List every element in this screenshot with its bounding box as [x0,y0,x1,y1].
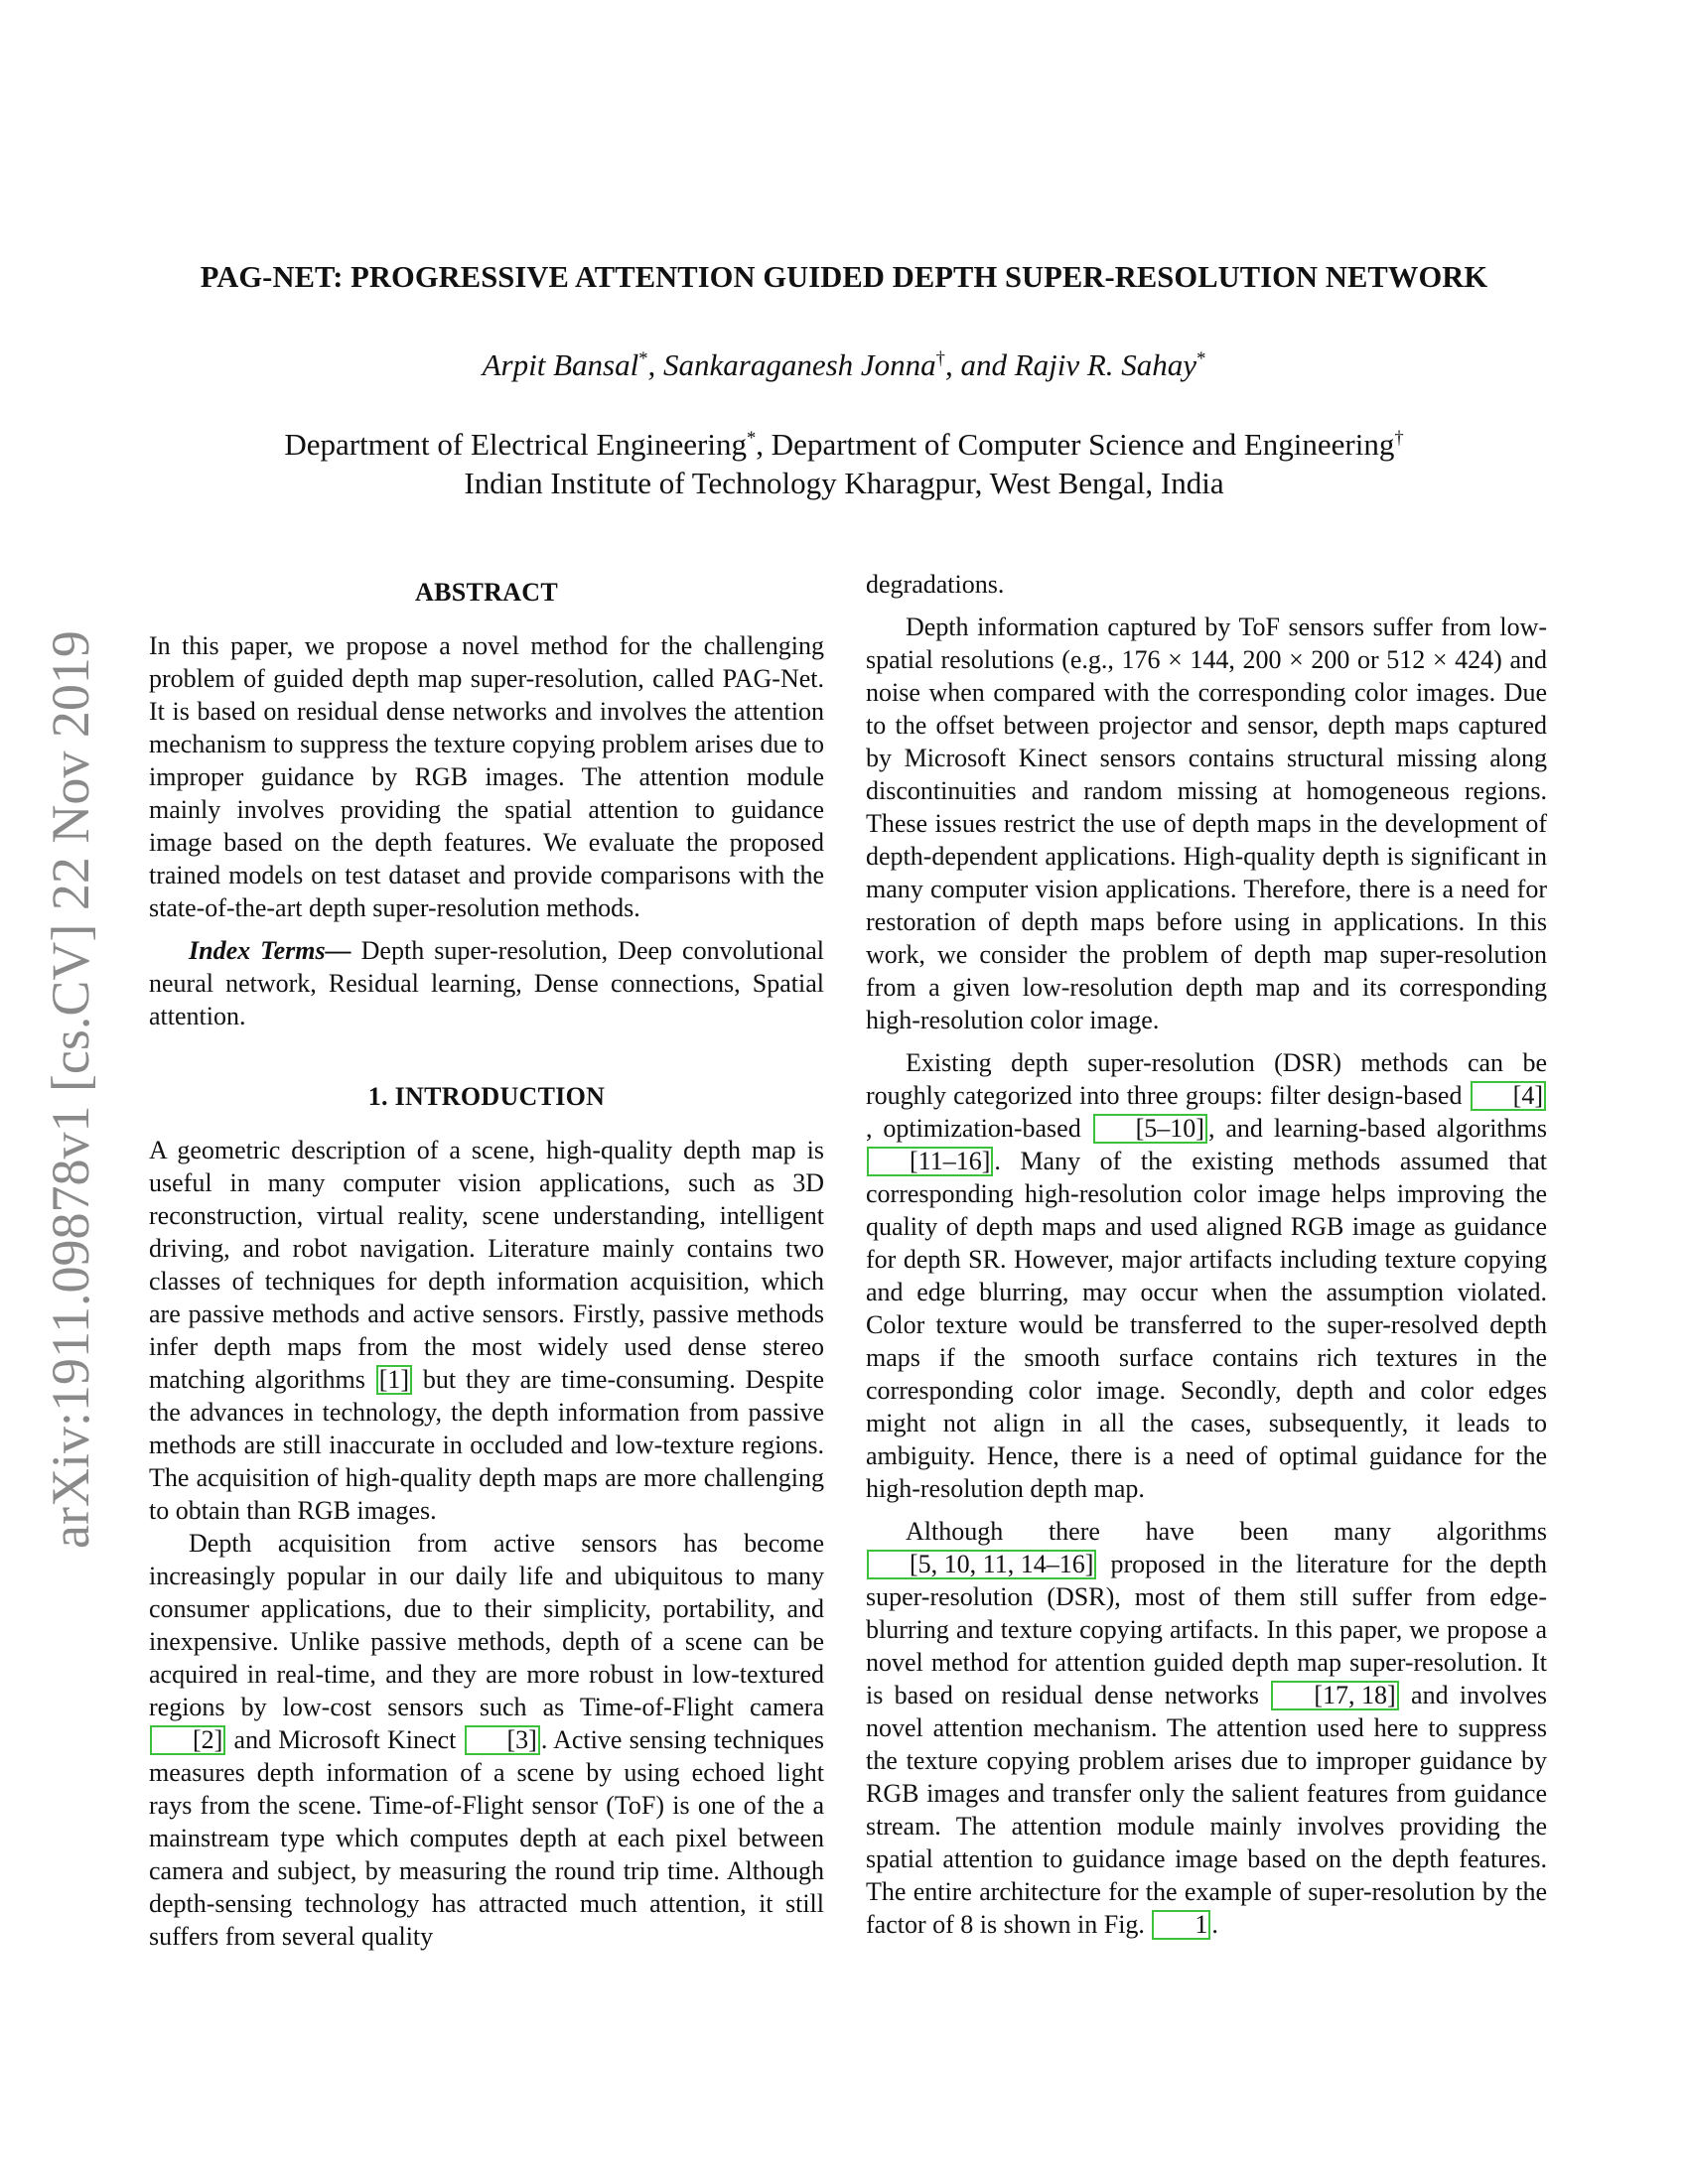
citation-link[interactable]: [17, 18] [1271,1681,1398,1710]
citation-link[interactable]: [5, 10, 11, 14–16] [867,1550,1096,1579]
text-run: Depth acquisition from active sensors has become increasingly popular in our daily life and ubiquitous to many consumer applications, due to their simplicity, portability, and inexpensive. Unlike passive methods, depth of a scene can be acquired in real-time, and they are more robust in low-textured regions by low-cost sensors such as Time-of-Flight camera [149,1529,824,1721]
affiliation-mark: † [935,347,945,369]
author-name: Sankaraganesh Jonna [663,347,936,382]
intro-paragraph-4 [866,1046,1547,1505]
index-terms-text: Depth super-resolution, Deep convolutional neural network, Residual learning, Dense connections, Spatial attention. [149,936,825,1030]
affiliation-mark: † [1394,427,1404,449]
abstract-heading: ABSTRACT [415,578,558,607]
left-column [149,568,824,1953]
intro-paragraph-2 [149,1527,824,1953]
intro-paragraph-1 [149,1134,824,1527]
intro-paragraph-5 [866,1515,1547,1941]
paper-title: PAG-NET: PROGRESSIVE ATTENTION GUIDED DEPTH SUPER-RESOLUTION NETWORK [200,260,1488,294]
author-name: Arpit Bansal [482,347,639,382]
affiliations [119,425,1569,502]
intro-heading: 1. INTRODUCTION [367,1082,606,1111]
text-run: and Microsoft Kinect [233,1725,457,1754]
department-line: Department of Electrical Engineering*, Department of Computer Science and Engineering† [284,427,1404,462]
author-list: Arpit Bansal*, Sankaraganesh Jonna†, and Rajiv R. Sahay* [482,347,1206,382]
citation-link[interactable]: [11–16] [867,1147,993,1176]
affiliation-mark: * [1196,347,1206,369]
citation-link[interactable]: [1] [376,1365,412,1395]
institute-line: Indian Institute of Technology Kharagpur, West Bengal, India [464,466,1224,500]
affiliation-mark: * [747,427,757,449]
department-1: Department of Electrical Engineering [284,427,747,462]
text-run: proposed in the literature for the depth super-resolution (DSR), most of them still suffer from edge-blurring and texture copying artifacts. In this paper, we propose a novel method for attention guided depth map super-resolution. It is based on residual dense networks [866,1550,1547,1709]
text-run: and involves novel attention mechanism. The attention used here to suppress the texture copying problem arises due to improper guidance by RGB images and transfer only the salient features from guidance stream. The attention module mainly involves providing the spatial attention to guidance image based on the depth features. The entire architecture for the example of super-resolution by the factor of 8 is shown in Fig. [866,1681,1548,1939]
text-run: but they are time-consuming. Despite the advances in technology, the depth information from passive methods are still inaccurate in occluded and low-texture regions. The acquisition of high-quality depth maps are more challenging to obtain than RGB images. [149,1365,825,1525]
paragraph-continuation: degradations. [866,570,1005,599]
text-run: A geometric description of a scene, high-quality depth map is useful in many computer vision applications, such as 3D reconstruction, virtual reality, scene understanding, intelligent driving, and robot navigation. Literature mainly contains two classes of techniques for depth information acquisition, which are passive methods and active sensors. Firstly, passive methods infer depth maps from the most widely used dense stereo matching algorithms [149,1136,824,1394]
text-run: . [1211,1910,1218,1939]
affiliation-mark: * [638,347,648,369]
index-terms [149,934,824,1032]
figure-link[interactable]: 1 [1152,1910,1210,1940]
arxiv-identifier: arXiv:1911.09878v1 [cs.CV] 22 Nov 2019 [41,630,100,1549]
author-name: and Rajiv R. Sahay [960,347,1197,382]
text-run: . Many of the existing methods assumed that corresponding high-resolution color image helps improving the quality of depth maps and used aligned RGB image as guidance for depth SR. However, major artifacts including texture copying and edge blurring, may occur when the assumption violated. Color texture would be transferred to the super-resolved depth maps if the smooth surface contains rich textures in the corresponding color image. Secondly, depth and color edges might not align in all the cases, subsequently, it leads to ambiguity. Hence, there is a need of optimal guidance for the high-resolution depth map. [866,1147,1547,1503]
text-run: . Active sensing techniques measures depth information of a scene by using echoed light rays from the scene. Time-of-Flight sensor (ToF) is one of the a mainstream type which computes depth at each pixel between camera and subject, by measuring the round trip time. Although depth-sensing technology has attracted much attention, it still suffers from several quality [149,1725,824,1951]
text-run: Existing depth super-resolution (DSR) methods can be roughly categorized into three groups: filter design-based [866,1048,1547,1110]
text-run: Although there have been many algorithms [906,1517,1547,1546]
citation-link[interactable]: [5–10] [1093,1114,1207,1144]
text-run: , optimization-based [866,1114,1081,1143]
citation-link[interactable]: [3] [465,1725,540,1755]
intro-paragraph-3: Depth information captured by ToF sensors suffer from low-spatial resolutions (e.g., 176 × 144, 200 × 200 or 512 × 424) and noise when compared with the corresponding color images. Due to the offset between projector and sensor, depth maps captured by Microsoft Kinect sensors contains structural missing along discontinuities and random missing at homogeneous regions. These issues restrict the use of depth maps in the development of depth-dependent applications. High-quality depth is significant in many computer vision applications. Therefore, there is a need for restoration of depth maps before using in applications. In this work, we consider the problem of depth map super-resolution from a given low-resolution depth map and its corresponding high-resolution color image. [866,613,1547,1034]
text-run: , and learning-based algorithms [1207,1114,1548,1143]
index-terms-label: Index Terms— [189,936,352,965]
abstract-text: In this paper, we propose a novel method for the challenging problem of guided depth map super-resolution, called PAG-Net. It is based on residual dense networks and involves the attention mechanism to suppress the texture copying problem arises due to improper guidance by RGB images. The attention module mainly involves providing the spatial attention to guidance image based on the depth features. We evaluate the proposed trained models on test dataset and provide comparisons with the state-of-the-art depth super-resolution methods. [149,631,824,922]
department-2: Department of Computer Science and Engineering [771,427,1395,462]
right-column [866,568,1547,1941]
citation-link[interactable]: [4] [1471,1081,1546,1111]
citation-link[interactable]: [2] [150,1725,225,1755]
